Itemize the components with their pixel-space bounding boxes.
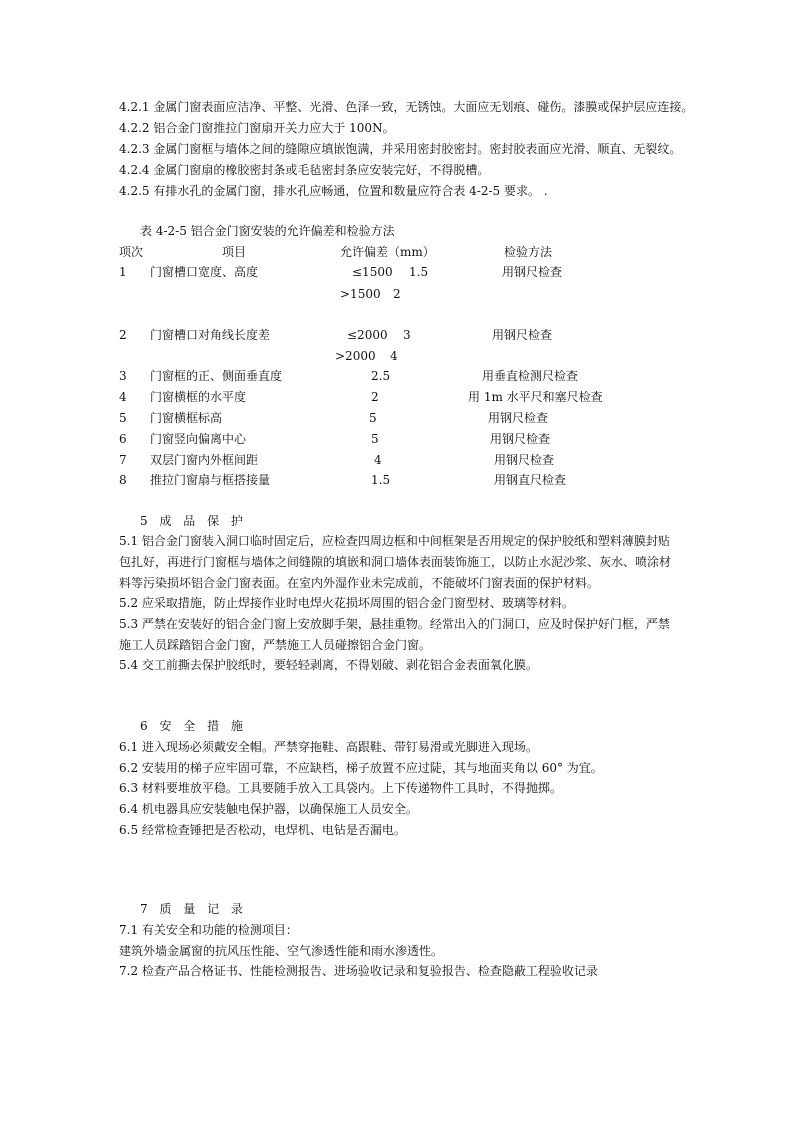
paragraph-5-line-5: 5.3 严禁在安装好的铝合金门窗上安放脚手架，悬挂重物。经常出入的门洞口，应及时保护好门框，严禁 <box>119 617 670 631</box>
section-7-heading: 7 质 量 记 录 <box>140 902 247 916</box>
table-row-2-val: 3 <box>403 328 411 342</box>
paragraph-6-3: 6.3 材料要堆放平稳。工具要随手放入工具袋内。上下传递物件工具时，不得抛掷。 <box>119 781 562 795</box>
table-row-6-val: 5 <box>371 432 379 446</box>
table-row-4-val: 2 <box>371 390 379 404</box>
section-5-heading: 5 成 品 保 护 <box>140 514 247 528</box>
paragraph-6-5: 6.5 经常检查锤把是否松动，电焊机、电钻是否漏电。 <box>119 823 406 837</box>
paragraph-6-1: 6.1 进入现场必须戴安全帽。严禁穿拖鞋、高跟鞋、带钉易滑或光脚进入现场。 <box>119 740 538 754</box>
table-row-3-method: 用垂直检测尺检查 <box>482 369 579 383</box>
table-row-8-item: 推拉门窗扇与框搭接量 <box>150 473 271 487</box>
table-caption: 表 4-2-5 铝合金门窗安装的允许偏差和检验方法 <box>140 224 395 238</box>
table-header-tolerance: 允许偏差（mm） <box>340 245 435 259</box>
paragraph-4-2-3: 4.2.3 金属门窗框与墙体之间的缝隙应填嵌饱满，并采用密封胶密封。密封胶表面应光滑、顺直、无裂纹。 <box>119 142 682 156</box>
table-row-1-val: 1.5 <box>409 265 429 279</box>
table-row-1-cond: ≤1500 <box>352 265 393 279</box>
table-row-3-item: 门窗框的正、侧面垂直度 <box>150 369 283 383</box>
paragraph-5-line-7: 5.4 交工前撕去保护胶纸时，要轻轻剥离，不得划破、剥花铝合金表面氧化膜。 <box>119 658 538 672</box>
paragraph-5-line-1: 5.1 铝合金门窗装入洞口临时固定后，应检查四周边框和中间框架是否用规定的保护胶纸和塑料薄膜封贴 <box>119 534 670 548</box>
table-row-6-method: 用钢尺检查 <box>490 432 551 446</box>
table-row-8-val: 1.5 <box>371 473 391 487</box>
table-row-1-item: 门窗槽口宽度、高度 <box>150 265 259 279</box>
table-row-3-val: 2.5 <box>371 369 391 383</box>
table-row-5-item: 门窗横框标高 <box>150 411 223 425</box>
table-row-7-item: 双层门窗内外框间距 <box>150 453 259 467</box>
paragraph-6-2: 6.2 安装用的梯子应牢固可靠，不应缺档，梯子放置不应过陡，其与地面夹角以 60° 为宜。 <box>119 761 603 775</box>
table-row-1b-cond: >1500 <box>340 287 381 301</box>
table-header-item: 项目 <box>222 245 247 259</box>
paragraph-7-1-detail: 建筑外墙金属窗的抗风压性能、空气渗透性能和雨水渗透性。 <box>119 944 444 958</box>
section-6-heading: 6 安 全 措 施 <box>140 719 247 733</box>
paragraph-6-4: 6.4 机电器具应安装触电保护器，以确保施工人员安全。 <box>119 802 418 816</box>
paragraph-5-line-2: 包扎好，再进行门窗框与墙体之间缝隙的填嵌和洞口墙体表面装饰施工，以防止水泥沙浆、灰水、喷涂材 <box>119 555 672 569</box>
paragraph-7-1: 7.1 有关安全和功能的检测项目： <box>119 923 298 937</box>
table-row-2b-val: 4 <box>390 349 398 363</box>
table-row-4-no: 4 <box>119 390 127 404</box>
table-row-1-method: 用钢尺检查 <box>502 265 563 279</box>
table-row-6-no: 6 <box>119 432 127 446</box>
table-row-4-item: 门窗横框的水平度 <box>150 390 247 404</box>
table-row-2-no: 2 <box>119 328 127 342</box>
paragraph-7-2: 7.2 检查产品合格证书、性能检测报告、进场验收记录和复验报告、检查隐蔽工程验收记录 <box>119 964 598 978</box>
table-row-1-no: 1 <box>119 265 127 279</box>
table-row-7-val: 4 <box>374 453 382 467</box>
table-row-4-method: 用 1m 水平尺和塞尺检查 <box>468 390 603 404</box>
paragraph-5-line-6: 施工人员踩踏铝合金门窗，严禁施工人员碰擦铝合金门窗。 <box>119 638 432 652</box>
table-row-8-no: 8 <box>119 473 127 487</box>
table-row-5-val: 5 <box>369 411 377 425</box>
table-header-no: 项次 <box>119 245 144 259</box>
table-row-1b-val: 2 <box>393 287 401 301</box>
table-row-5-method: 用钢尺检查 <box>488 411 549 425</box>
table-row-2-item: 门窗槽口对角线长度差 <box>150 328 271 342</box>
table-row-2-method: 用钢尺检查 <box>492 328 553 342</box>
table-row-7-method: 用钢尺检查 <box>494 453 555 467</box>
table-row-6-item: 门窗竖向偏离中心 <box>150 432 247 446</box>
table-header-method: 检验方法 <box>504 245 553 259</box>
table-row-8-method: 用钢直尺检查 <box>494 473 567 487</box>
paragraph-4-2-2: 4.2.2 铝合金门窗推拉门窗扇开关力应大于 100N。 <box>119 121 395 135</box>
paragraph-4-2-4: 4.2.4 金属门窗扇的橡胶密封条或毛毡密封条应安装完好，不得脱槽。 <box>119 163 490 177</box>
paragraph-4-2-1: 4.2.1 金属门窗表面应洁净、平整、光滑、色泽一致，无锈蚀。大面应无划痕、碰伤。漆膜或保护层应连接。 <box>119 100 694 114</box>
table-row-5-no: 5 <box>119 411 127 425</box>
table-row-2b-cond: >2000 <box>335 349 376 363</box>
table-row-7-no: 7 <box>119 453 127 467</box>
paragraph-5-line-4: 5.2 应采取措施，防止焊接作业时电焊火花损坏周围的铝合金门窗型材、玻璃等材料。 <box>119 596 574 610</box>
paragraph-4-2-5: 4.2.5 有排水孔的金属门窗，排水孔应畅通，位置和数量应符合表 4-2-5 要求。 . <box>119 184 548 198</box>
paragraph-5-line-3: 料等污染损坏铝合金门窗表面。在室内外湿作业未完成前，不能破坏门窗表面的保护材料。 <box>119 576 600 590</box>
table-row-2-cond: ≤2000 <box>347 328 388 342</box>
table-row-3-no: 3 <box>119 369 127 383</box>
